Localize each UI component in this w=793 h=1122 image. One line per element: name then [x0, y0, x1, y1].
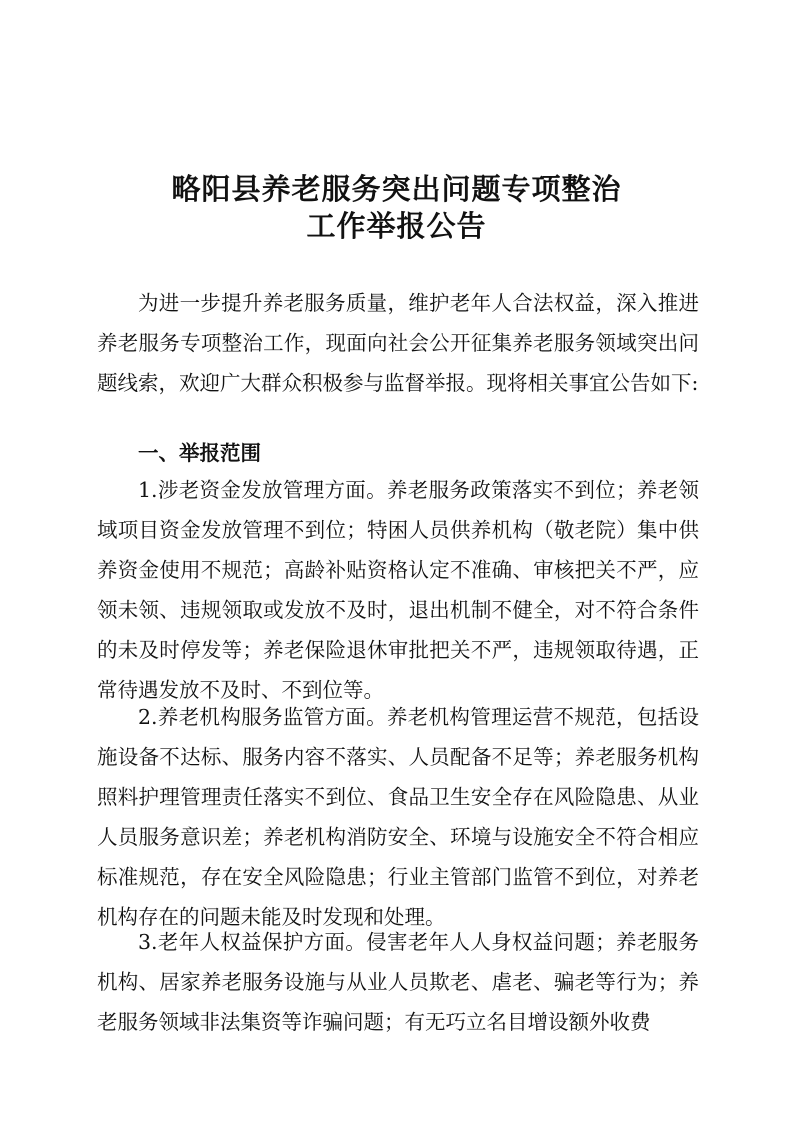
document-title-line2: 工作举报公告 [306, 209, 487, 243]
section-heading-report-scope: 一、举报范围 [138, 441, 261, 465]
intro-paragraph: 为进一步提升养老服务质量，维护老年人合法权益，深入推进养老服务专项整治工作，现面向社会公开征集养老服务领域突出问题线索，欢迎广大群众积极参与监督举报。现将相关事宜公告如下: [97, 291, 699, 395]
scope-item-3-paragraph: 3.老年人权益保护方面。侵害老年人人身权益问题；养老服务机构、居家养老服务设施与从业人员欺老、虐老、骗老等行为；养老服务领域非法集资等诈骗问题；有无巧立名目增设额外收费 [97, 930, 699, 1034]
scope-item-1-paragraph: 1.涉老资金发放管理方面。养老服务政策落实不到位；养老领域项目资金发放管理不到位；特困人员供养机构（敬老院）集中供养资金使用不规范；高龄补贴资格认定不准确、审核把关不严，应领未领、违规领取或发放不及时，退出机制不健全，对不符合条件的未及时停发等；养老保险退休审批把关不严，违规领取待遇，正常待遇发放不及时、不到位等。 [97, 478, 699, 702]
document-title-line1: 略阳县养老服务突出问题专项整治 [171, 172, 622, 206]
scope-item-2-paragraph: 2.养老机构服务监管方面。养老机构管理运营不规范，包括设施设备不达标、服务内容不落实、人员配备不足等；养老服务机构照料护理管理责任落实不到位、食品卫生安全存在风险隐患、从业人员服务意识差；养老机构消防安全、环境与设施安全不符合相应标准规范，存在安全风险隐患；行业主管部门监管不到位，对养老机构存在的问题未能及时发现和处理。 [97, 705, 699, 929]
